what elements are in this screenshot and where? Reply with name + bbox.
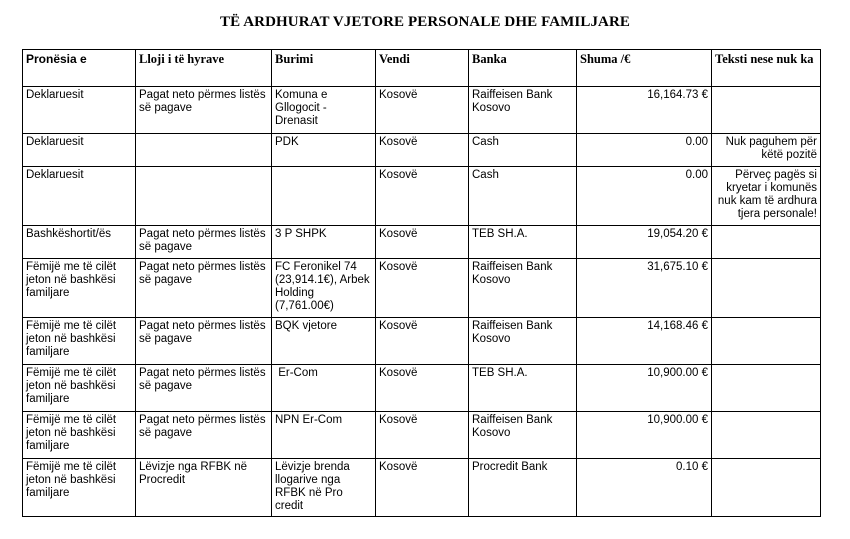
cell-income-type: Lëvizje nga RFBK në Procredit [136, 459, 272, 517]
document-title: TË ARDHURAT VJETORE PERSONALE DHE FAMILJARE [219, 14, 631, 30]
cell-income-type: Pagat neto përmes listës së pagave [136, 226, 272, 259]
cell-bank: Raiffeisen Bank Kosovo [469, 318, 577, 365]
cell-amount: 0.00 [577, 167, 712, 226]
table-row [23, 318, 821, 365]
cell-amount: 10,900.00 € [577, 365, 712, 412]
cell-note [712, 459, 821, 517]
cell-income-type [136, 167, 272, 226]
cell-country: Kosovë [376, 459, 469, 517]
cell-owner: Fëmijë me të cilët jeton në bashkësi familjare [23, 318, 136, 365]
cell-owner: Fëmijë me të cilët jeton në bashkësi familjare [23, 412, 136, 459]
cell-country: Kosovë [376, 87, 469, 134]
cell-source: BQK vjetore [272, 318, 376, 365]
cell-country: Kosovë [376, 318, 469, 365]
cell-bank: Cash [469, 134, 577, 167]
table-row [23, 134, 821, 167]
column-header-income-type: Lloji i të hyrave [136, 50, 272, 87]
table-row [23, 412, 821, 459]
cell-amount: 19,054.20 € [577, 226, 712, 259]
cell-note [712, 226, 821, 259]
cell-income-type: Pagat neto përmes listës së pagave [136, 87, 272, 134]
table-row [23, 167, 821, 226]
cell-income-type [136, 134, 272, 167]
column-header-bank: Banka [469, 50, 577, 87]
cell-note: Përveç pagës si kryetar i komunës nuk kam të ardhura tjera personale! [712, 167, 821, 226]
cell-owner: Deklaruesit [23, 87, 136, 134]
cell-bank: Raiffeisen Bank Kosovo [469, 87, 577, 134]
column-header-note: Teksti nese nuk ka [712, 50, 821, 87]
table-row [23, 259, 821, 318]
cell-source: Komuna e Gllogocit - Drenasit [272, 87, 376, 134]
cell-income-type: Pagat neto përmes listës së pagave [136, 412, 272, 459]
cell-country: Kosovë [376, 226, 469, 259]
column-header-source: Burimi [272, 50, 376, 87]
cell-owner: Fëmijë me të cilët jeton në bashkësi familjare [23, 365, 136, 412]
cell-bank: TEB SH.A. [469, 365, 577, 412]
table-row [23, 365, 821, 412]
cell-note [712, 318, 821, 365]
table-row [23, 87, 821, 134]
cell-bank: Cash [469, 167, 577, 226]
cell-income-type: Pagat neto përmes listës së pagave [136, 318, 272, 365]
cell-bank: TEB SH.A. [469, 226, 577, 259]
cell-bank: Procredit Bank [469, 459, 577, 517]
cell-amount: 0.00 [577, 134, 712, 167]
cell-bank: Raiffeisen Bank Kosovo [469, 412, 577, 459]
column-header-country: Vendi [376, 50, 469, 87]
cell-note [712, 365, 821, 412]
cell-owner: Bashkëshortit/ës [23, 226, 136, 259]
cell-country: Kosovë [376, 259, 469, 318]
cell-country: Kosovë [376, 365, 469, 412]
cell-country: Kosovë [376, 134, 469, 167]
cell-owner: Deklaruesit [23, 134, 136, 167]
income-table [22, 49, 821, 517]
cell-source: FC Feronikel 74 (23,914.1€), Arbek Holding (7,761.00€) [272, 259, 376, 318]
column-header-amount: Shuma /€ [577, 50, 712, 87]
cell-country: Kosovë [376, 167, 469, 226]
cell-source: 3 P SHPK [272, 226, 376, 259]
column-header-owner: Pronësia e [23, 50, 136, 87]
cell-source: NPN Er-Com [272, 412, 376, 459]
cell-source: PDK [272, 134, 376, 167]
cell-amount: 16,164.73 € [577, 87, 712, 134]
cell-note [712, 87, 821, 134]
cell-owner: Deklaruesit [23, 167, 136, 226]
cell-note [712, 412, 821, 459]
cell-bank: Raiffeisen Bank Kosovo [469, 259, 577, 318]
cell-owner: Fëmijë me të cilët jeton në bashkësi familjare [23, 259, 136, 318]
cell-country: Kosovë [376, 412, 469, 459]
cell-note: Nuk paguhem për këtë pozitë [712, 134, 821, 167]
cell-income-type: Pagat neto përmes listës së pagave [136, 365, 272, 412]
cell-income-type: Pagat neto përmes listës së pagave [136, 259, 272, 318]
cell-amount: 0.10 € [577, 459, 712, 517]
table-row [23, 459, 821, 517]
cell-source: Er-Com [272, 365, 376, 412]
table-row [23, 226, 821, 259]
cell-source: Lëvizje brenda llogarive nga RFBK në Pro credit [272, 459, 376, 517]
cell-owner: Fëmijë me të cilët jeton në bashkësi familjare [23, 459, 136, 517]
table-header-row [23, 50, 821, 87]
cell-amount: 10,900.00 € [577, 412, 712, 459]
cell-note [712, 259, 821, 318]
cell-source [272, 167, 376, 226]
cell-amount: 31,675.10 € [577, 259, 712, 318]
cell-amount: 14,168.46 € [577, 318, 712, 365]
